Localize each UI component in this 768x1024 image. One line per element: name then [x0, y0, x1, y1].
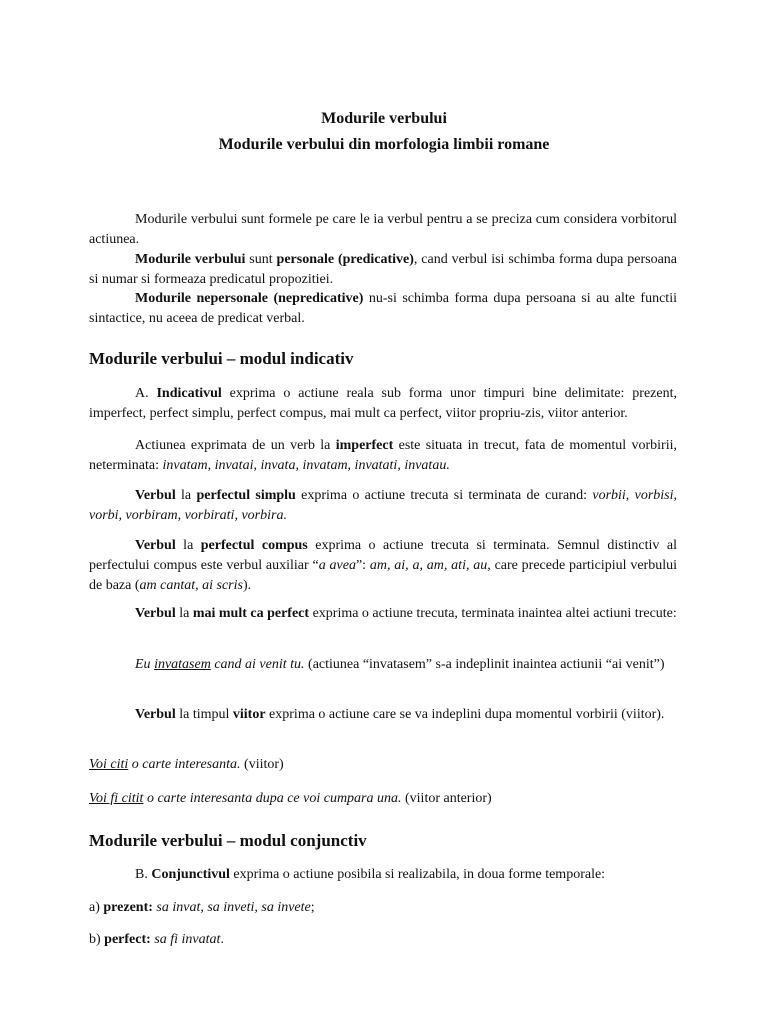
example-text: am, ai, a, am, ati, au [369, 558, 488, 573]
text-run: ”: [355, 558, 370, 573]
text-run: Actiunea exprimata de un verb la [135, 438, 336, 453]
text-run: (viitor) [240, 757, 284, 772]
list-item-perfect [89, 930, 677, 950]
text-run: . [220, 932, 224, 947]
example-text: cand ai venit tu. [210, 657, 305, 672]
example-viitor-anterior [89, 789, 677, 809]
text-run: la [175, 606, 193, 621]
text-run: la [175, 488, 197, 503]
list-item-prezent [89, 898, 677, 918]
paragraph-conjunctiv [89, 865, 677, 885]
example-text: invatam, invatai, invata, invatam, invatati, invatau. [162, 458, 450, 473]
bold-term: imperfect [335, 438, 394, 453]
underlined-verb: Voi fi citit [89, 791, 144, 806]
text-run: exprima o actiune trecuta si terminata de curand: [295, 488, 593, 503]
example-text: sa fi invatat [150, 932, 221, 947]
bold-term: mai mult ca perfect [192, 606, 310, 621]
list-prefix: B. [135, 867, 152, 882]
text-run: este situata in trecut, fata de momentul vorbirii, neterminata: [89, 438, 677, 473]
text-run: exprima o actiune trecuta si terminata. Semnul distinctiv al perfectului compus este verbul auxiliar “ [89, 538, 677, 573]
bold-term: Conjunctivul [151, 867, 230, 882]
text-run: exprima o actiune posibila si realizabila, in doua forme temporale: [229, 867, 606, 882]
bold-term: Verbul [135, 707, 176, 722]
underlined-verb: invatasem [154, 657, 211, 672]
text-run: ; [310, 900, 315, 915]
example-text: o carte interesanta. [128, 757, 241, 772]
section-heading-indicativ: Modurile verbului – modul indicativ [89, 349, 354, 368]
bold-term: perfectul simplu [196, 488, 296, 503]
section-heading-conjunctiv: Modurile verbului – modul conjunctiv [89, 831, 367, 850]
example-text: o carte interesanta dupa ce voi cumpara una. [143, 791, 402, 806]
list-prefix: b) [89, 932, 105, 947]
example-mai-mult-ca-perfect [89, 655, 677, 675]
bold-term: Verbul [135, 488, 176, 503]
text-run: (actiunea “invatasem” s-a indeplinit inaintea actiunii “ai venit”) [304, 657, 665, 672]
example-text: Eu [135, 657, 155, 672]
text-run: , cand verbul isi schimba forma dupa persoana si numar si formeaza predicatul propozitiei. [89, 252, 677, 287]
bold-term: personale (predicative) [276, 252, 414, 267]
list-prefix: A. [135, 386, 157, 401]
bold-term: Verbul [135, 606, 176, 621]
document-title: Modurile verbului [321, 110, 447, 127]
paragraph-perfect-compus [89, 536, 677, 596]
intro-paragraph-1: Modurile verbului sunt formele pe care le ia verbul pentru a se preciza cum considera vorbitorul actiunea. [89, 212, 677, 247]
bold-term: viitor [232, 707, 266, 722]
bold-term: Indicativul [156, 386, 222, 401]
paragraph-perfect-simplu [89, 486, 677, 526]
underlined-verb: Voi citi [89, 757, 129, 772]
paragraph-imperfect [89, 436, 677, 476]
text-run: ). [242, 578, 252, 593]
bold-term: Modurile verbului [135, 252, 246, 267]
example-text: sa invat, sa inveti, sa invete [152, 900, 311, 915]
intro-paragraph-3 [89, 289, 677, 329]
intro-paragraph-2 [89, 250, 677, 290]
bold-term: prezent: [103, 900, 153, 915]
text-run: exprima o actiune reala sub forma unor timpuri bine delimitate: prezent, imperfect, perfect simplu, perfect compus, mai mult ca perfect, viitor propriu-zis, viitor anterior. [89, 386, 677, 421]
bold-term: perfect: [104, 932, 151, 947]
text-run: la [175, 538, 201, 553]
text-run: nu-si schimba forma dupa persoana si au alte functii sintactice, nu aceea de predicat verbal. [89, 291, 677, 326]
example-text: a avea [318, 558, 356, 573]
example-text: vorbii, vorbisi, vorbi, vorbiram, vorbirati, vorbira. [89, 488, 677, 523]
bold-term: Modurile nepersonale (nepredicative) [135, 291, 364, 306]
text-run: sunt [245, 252, 277, 267]
bold-term: Verbul [135, 538, 176, 553]
text-run: (viitor anterior) [401, 791, 492, 806]
bold-term: perfectul compus [200, 538, 308, 553]
paragraph-mai-mult-ca-perfect [89, 604, 677, 624]
text-run: exprima o actiune trecuta, terminata inaintea altei actiuni trecute: [309, 606, 677, 621]
example-viitor [89, 755, 677, 775]
paragraph-viitor [89, 705, 677, 725]
example-text: am cantat, ai scris [139, 578, 243, 593]
text-run: , care precede participiul verbului de baza ( [89, 558, 677, 593]
paragraph-indicativ [89, 384, 677, 424]
list-prefix: a) [89, 900, 104, 915]
text-run: la timpul [175, 707, 233, 722]
text-run: exprima o actiune care se va indeplini dupa momentul vorbirii (viitor). [265, 707, 665, 722]
document-subtitle: Modurile verbului din morfologia limbii romane [218, 136, 550, 153]
